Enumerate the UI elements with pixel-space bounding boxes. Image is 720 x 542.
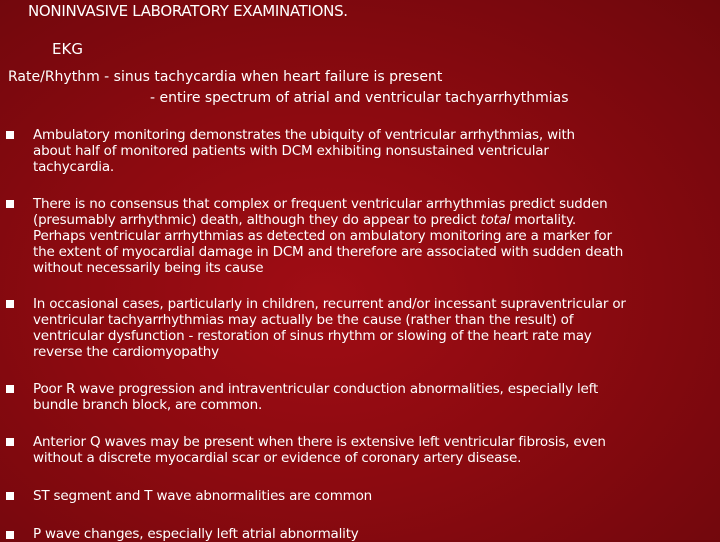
bullet-square-icon [6,531,14,539]
rate-rhythm-line-1: Rate/Rhythm - sinus tachycardia when heart failure is present [8,69,443,85]
bullet-text-7: P wave changes, especially left atrial abnormality [33,526,359,542]
bullet-square-icon [6,300,14,308]
bullet-text-3: In occasional cases, particularly in children, recurrent and/or incessant supraventricular or ventricular tachyarrhythmias may actually be the cause (rather than the result) of ventricular dysfunction - restoration of sinus rhythm or slowing of the heart rate may reverse the cardiomyopathy [33,296,626,360]
bullet-square-icon [6,200,14,208]
bullet-text-2 [33,196,703,276]
bullet-text-2-start: There is no consensus that complex or frequent ventricular arrhythmias predict sudden (presumably arrhythmic) death, although they do appear to predict [33,196,608,228]
bullet-text-5: Anterior Q waves may be present when there is extensive left ventricular fibrosis, even without a discrete myocardial scar or evidence of coronary artery disease. [33,434,606,466]
bullet-square-icon [6,131,14,139]
slide-subtitle: EKG [52,40,83,58]
bullet-text-4: Poor R wave progression and intraventricular conduction abnormalities, especially left bundle branch block, are common. [33,381,599,413]
bullet-text-1: Ambulatory monitoring demonstrates the ubiquity of ventricular arrhythmias, with about half of monitored patients with DCM exhibiting nonsustained ventricular tachycardia. [33,127,575,175]
bullet-square-icon [6,385,14,393]
bullet-square-icon [6,492,14,500]
slide-title: NONINVASIVE LABORATORY EXAMINATIONS. [28,2,348,20]
bullet-square-icon [6,438,14,446]
bullet-text-2-italic: total [480,212,511,228]
rate-rhythm-line-2: - entire spectrum of atrial and ventricular tachyarrhythmias [150,90,569,106]
bullet-text-2-end: mortality. Perhaps ventricular arrhythmias as detected on ambulatory monitoring are a marker for the extent of myocardial damage in DCM and therefore are associated with sudden death without necessarily being its cause [33,212,624,276]
bullet-text-6: ST segment and T wave abnormalities are common [33,488,373,504]
